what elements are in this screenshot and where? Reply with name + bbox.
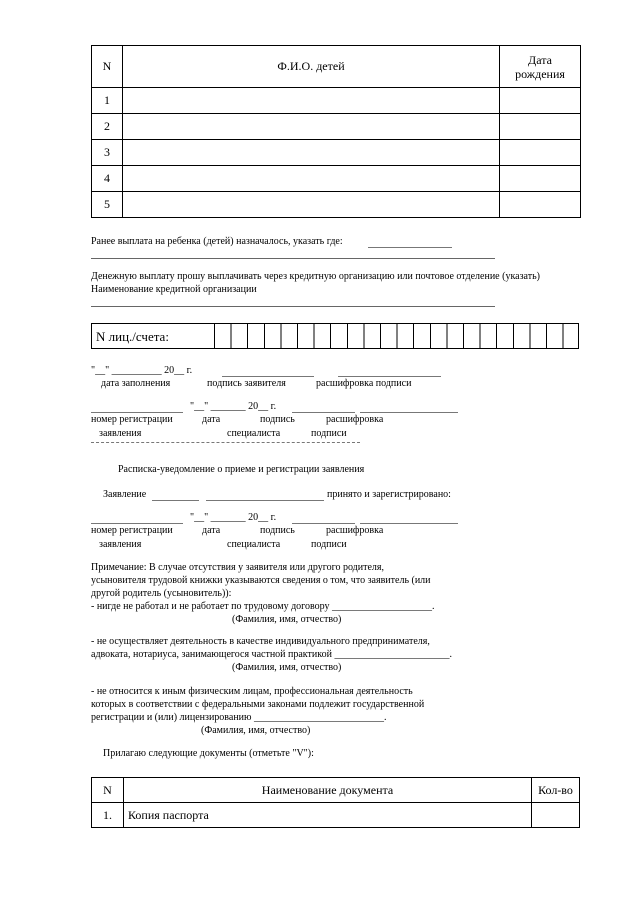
fill-date[interactable]: "__" __________ 20__ г. [91,365,193,376]
reg-date[interactable]: "__" _______ 20__ г. [190,401,277,412]
birth-date-cell[interactable] [500,192,581,218]
row-number: 3 [92,140,123,166]
table-row [92,166,581,192]
reg-number-field-2[interactable] [91,523,183,524]
receipt-statement-field[interactable] [152,500,199,501]
doc-col-qty-header: Кол-во [532,778,580,803]
documents-intro: Прилагаю следующие документы (отметьте "V"): [103,748,314,759]
note-item-1: - нигде не работал и не работает по трудовому договору ____________________. [91,601,435,612]
row-number: 2 [92,114,123,140]
reg-number-field[interactable] [91,412,183,413]
label-specialist-2: специалиста [227,539,281,550]
note-line-2: усыновителя трудовой книжки указываются сведения о том, что заявитель (или [91,575,431,586]
child-name-cell[interactable] [123,88,500,114]
specialist-decoding-field[interactable] [360,412,458,413]
table-row [92,88,581,114]
col-birth-header: Дата рождения [500,46,581,88]
specialist-signature-field[interactable] [292,412,355,413]
cut-line [91,442,360,443]
label-reg-date: дата [202,414,221,425]
label-reg-date-2: дата [202,525,221,536]
note-item-2-line-1: - не осуществляет деятельность в качестве индивидуального предпринимателя, [91,636,430,647]
label-statement-2: заявления [99,539,142,550]
credit-org-line[interactable] [91,306,495,307]
col-name-header: Ф.И.О. детей [123,46,500,88]
signature-decoding-field[interactable] [338,376,441,377]
birth-date-cell[interactable] [500,140,581,166]
label-specialist-signature-2: подпись [260,525,295,536]
label-signature-2: подписи [311,539,347,550]
doc-row-qty[interactable] [532,803,580,828]
table-row [92,140,581,166]
table-row [92,114,581,140]
children-table [91,45,581,218]
receipt-statement-label: Заявление [103,489,147,500]
row-number: 4 [92,166,123,192]
note-item-3-line-1: - не относится к иным физическим лицам, профессиональная деятельность [91,686,413,697]
birth-date-cell[interactable] [500,88,581,114]
receipt-title: Расписка-уведомление о приеме и регистрации заявления [118,464,365,475]
credit-org-label: Наименование кредитной организации [91,284,257,295]
account-label: N лиц./счета: [96,329,169,344]
birth-date-cell[interactable] [500,166,581,192]
doc-row-name: Копия паспорта [124,803,532,828]
label-decoding-2: расшифровка [326,525,384,536]
table-row [92,192,581,218]
specialist-decoding-field-2[interactable] [360,523,458,524]
previous-payment-text: Ранее выплата на ребенка (детей) назначалось, указать где: [91,236,343,247]
label-reg-number-2: номер регистрации [91,525,173,536]
reg-date-2[interactable]: "__" _______ 20__ г. [190,512,277,523]
label-specialist: специалиста [227,428,281,439]
label-specialist-signature: подпись [260,414,295,425]
note-item-2-line-2: адвоката, нотариуса, занимающегося частной практикой _______________________. [91,649,452,660]
label-fill-date: дата заполнения [101,378,171,389]
account-number-box [91,323,579,349]
applicant-signature-field[interactable] [222,376,314,377]
receipt-accepted-text: принято и зарегистрировано: [327,489,451,500]
documents-table [91,777,580,828]
label-statement: заявления [99,428,142,439]
doc-row-number: 1. [92,803,124,828]
label-decoding: расшифровка [326,414,384,425]
label-signature: подписи [311,428,347,439]
note-item-3-line-2: которых в соответствии с федеральными законами подлежит государственной [91,699,425,710]
col-n-header: N [92,46,123,88]
label-applicant-signature: подпись заявителя [207,378,286,389]
previous-payment-field[interactable] [368,247,452,248]
account-digit-cells[interactable] [214,324,579,348]
fio-label-2: (Фамилия, имя, отчество) [232,662,342,673]
child-name-cell[interactable] [123,192,500,218]
payout-request-text: Денежную выплату прошу выплачивать через кредитную организацию или почтовое отделение (указать) [91,271,540,282]
row-number: 1 [92,88,123,114]
previous-payment-line[interactable] [91,258,495,259]
child-name-cell[interactable] [123,140,500,166]
specialist-signature-field-2[interactable] [292,523,355,524]
table-row[interactable] [92,803,580,828]
child-name-cell[interactable] [123,166,500,192]
child-name-cell[interactable] [123,114,500,140]
doc-col-n-header: N [92,778,124,803]
row-number: 5 [92,192,123,218]
receipt-statement-field-2[interactable] [206,500,324,501]
note-line-3: другой родитель (усыновитель)): [91,588,232,599]
label-signature-decoding: расшифровка подписи [316,378,412,389]
fio-label-3: (Фамилия, имя, отчество) [201,725,311,736]
birth-date-cell[interactable] [500,114,581,140]
note-item-3-line-3: регистрации и (или) лицензированию __________________________. [91,712,387,723]
note-line-1: Примечание: В случае отсутствия у заявителя или другого родителя, [91,562,384,573]
label-reg-number: номер регистрации [91,414,173,425]
fio-label-1: (Фамилия, имя, отчество) [232,614,342,625]
doc-col-name-header: Наименование документа [124,778,532,803]
